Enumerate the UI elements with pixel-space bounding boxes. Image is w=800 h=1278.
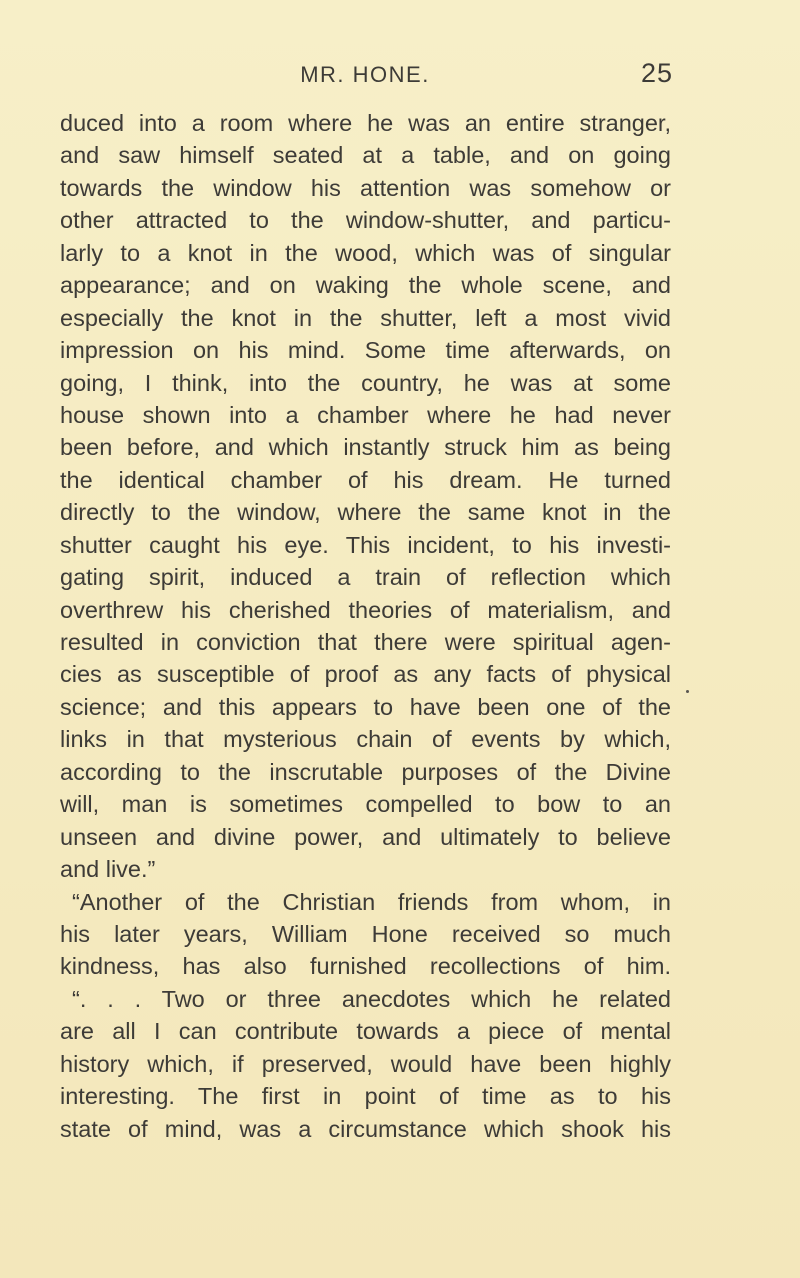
- text-line: going, I think, into the country, he was at some: [60, 369, 671, 396]
- text-line: interesting. The first in point of time as to his: [60, 1083, 671, 1110]
- text-line: resulted in conviction that there were spiritual agen-: [60, 629, 671, 655]
- text-line: larly to a knot in the wood, which was of singular: [60, 239, 671, 266]
- body-text: [60, 107, 671, 1145]
- text-line: science; and this appears to have been one of the: [60, 693, 671, 720]
- text-line: appearance; and on waking the whole scene, and: [60, 272, 671, 299]
- text-line: towards the window his attention was somehow or: [60, 174, 671, 201]
- text-line: been before, and which instantly struck him as being: [60, 434, 671, 461]
- text-line: overthrew his cherished theories of materialism, and: [60, 596, 671, 623]
- text-line: according to the inscrutable purposes of the Divine: [60, 758, 671, 785]
- text-line: unseen and divine power, and ultimately to believe: [60, 823, 671, 850]
- text-line: state of mind, was a circumstance which shook his: [60, 1115, 671, 1142]
- text-line: especially the knot in the shutter, left a most vivid: [60, 304, 671, 331]
- text-line: shutter caught his eye. This incident, to his investi-: [60, 531, 671, 558]
- text-line: will, man is sometimes compelled to bow to an: [60, 791, 671, 818]
- running-header: [60, 56, 673, 92]
- text-line: other attracted to the window-shutter, and particu-: [60, 207, 671, 234]
- text-line: links in that mysterious chain of events by which,: [60, 726, 671, 753]
- text-line: and live.”: [60, 856, 156, 883]
- text-line: “Another of the Christian friends from whom, in: [72, 888, 671, 915]
- text-line: duced into a room where he was an entire stranger,: [60, 110, 671, 136]
- text-line: and saw himself seated at a table, and on going: [60, 142, 671, 169]
- text-line: his later years, William Hone received so much: [60, 920, 671, 947]
- text-line: kindness, has also furnished recollections of him.: [60, 953, 671, 980]
- page-number: 25: [640, 58, 673, 88]
- text-line: are all I can contribute towards a piece of mental: [60, 1018, 671, 1045]
- text-line: impression on his mind. Some time afterwards, on: [60, 337, 671, 364]
- text-line: cies as susceptible of proof as any facts of physical: [60, 661, 671, 688]
- running-title: MR. HONE.: [300, 62, 430, 87]
- text-line: history which, if preserved, would have been highly: [60, 1050, 671, 1077]
- text-line: house shown into a chamber where he had never: [60, 401, 671, 428]
- text-line: directly to the window, where the same knot in the: [60, 499, 671, 526]
- margin-dot-mark: [686, 690, 689, 693]
- text-line: “. . . Two or three anecdotes which he related: [72, 985, 671, 1012]
- text-line: the identical chamber of his dream. He turned: [60, 466, 671, 493]
- text-line: gating spirit, induced a train of reflection which: [60, 564, 671, 591]
